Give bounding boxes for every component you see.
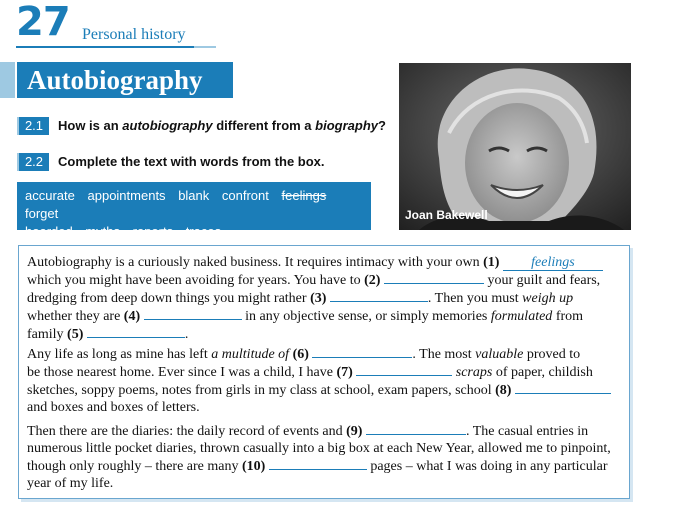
question-2-1-text: How is an autobiography different from a biography? [58,118,386,133]
word-option: reports [132,224,174,239]
header-rule-accent [194,46,216,48]
word-option-used: feelings [281,188,327,203]
banner-accent [0,62,15,98]
question-2-2-text: Complete the text with words from the box. [58,154,325,169]
portrait-photo [399,63,631,230]
portrait-illustration [399,63,631,230]
word-option: myths [85,224,121,239]
word-option: appointments [87,188,166,203]
unit-number: 27 [16,0,70,45]
blank-2[interactable] [384,271,484,284]
photo-caption: Joan Bakewell [405,208,488,222]
word-option: traces [185,224,222,239]
paragraph-2: Any life as long as mine has left a multitude of (6) . The most valuable proved to be those nearest home. Ever since I was a child, I have (7) scraps of paper, childish sketches, soppy poems, notes from girls in my class at school, exam papers, school (8) and boxes and boxes of letters. [27,345,623,416]
blank-6[interactable] [312,345,412,358]
blank-3[interactable] [330,289,428,302]
blank-10[interactable] [269,457,367,470]
word-option: blank [178,188,210,203]
paragraph-3: Then there are the diaries: the daily record of events and (9) . The casual entries in numerous little pocket diaries, thrown casually into a big box at each New Year, allowed me to pinpoint, though only roughly – there are many (10) pages – what I was doing in any particular year of my life. [27,424,611,491]
question-number-2-2: 2.2 [19,153,49,171]
blank-9[interactable] [366,422,466,435]
word-option: accurate [25,188,75,203]
word-box [17,182,371,239]
answer-1: feelings [503,256,603,271]
question-number-2-1: 2.1 [19,117,49,135]
word-option: forget [25,206,59,221]
blank-4[interactable] [144,307,242,320]
word-option: confront [221,188,269,203]
word-option: hoarded [25,224,73,239]
blank-5[interactable] [87,325,185,338]
header-rule [16,46,194,48]
section-banner-title: Autobiography [17,62,233,98]
blank-7[interactable] [356,363,452,376]
passage-box [18,245,630,499]
blank-8[interactable] [515,381,611,394]
paragraph-1: Autobiography is a curiously naked business. It requires intimacy with your own (1) feelings which you might have been avoiding for years. You have to (2) your guilt and fears, dredging from deep down things you might rather (3) . Then you must weigh up whether they are (4) in any objective sense, or simply memories formulated from family (5) . [27,254,623,343]
unit-title: Personal history [82,26,186,43]
